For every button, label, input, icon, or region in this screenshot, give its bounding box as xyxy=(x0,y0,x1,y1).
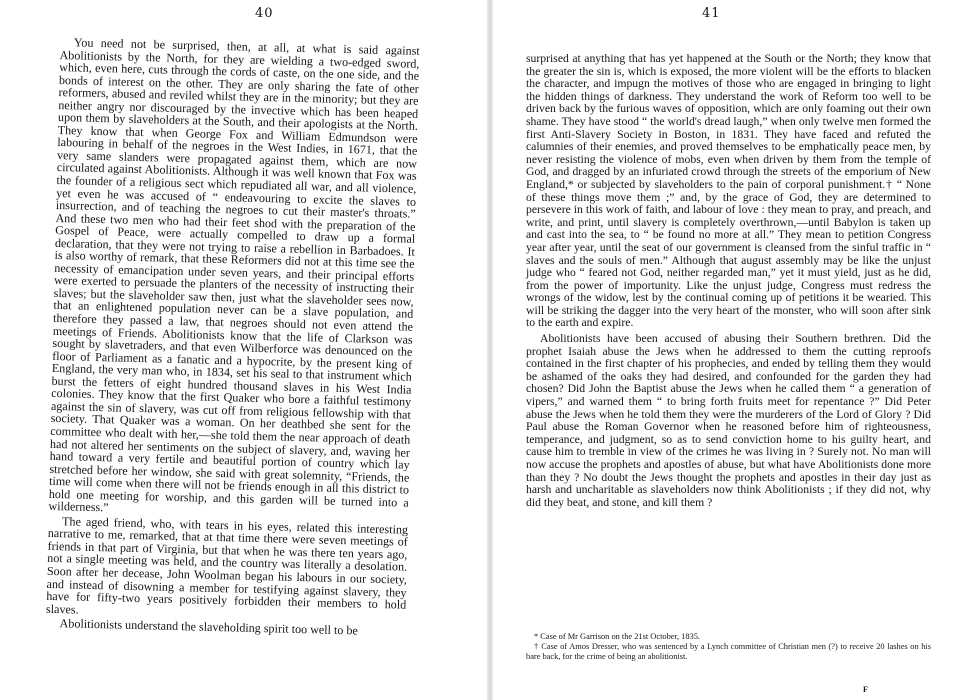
right-paragraph-1: surprised at anything that has yet happened at the South or the North; they know that the greater the sin is, which is exposed, the more violent will be the efforts to blacken the character, and impugn the motives of those who are engaged in bringing to light the hidden things of darkness. They understand the work of Reform too well to be driven back by the furious waves of opposition, which are only foaming out their own shame. They have stood “ the world's dread laugh,” when only twelve men formed the first Anti-Slavery Society in Boston, in 1831. They have faced and refuted the calumnies of their enemies, and proved themselves to be emphatically peace men, by never resisting the violence of mobs, even when driven by them from the temple of God, and dragged by an infuriated crowd through the streets of the emporium of New England,* or subjected by slaveholders to the pain of corporal punishment.† “ None of these things move them ;” and, by the grace of God, they are determined to persevere in this work of faith, and labour of love : they mean to pray, and preach, and write, and print, until slavery is completely overthrown,—until Babylon is taken up and cast into the sea, to “ be found no more at all.” They mean to petition Congress year after year, until the seat of our government is cleansed from the sinful traffic in “ slaves and the souls of men.” Although that august assembly may be like the unjust judge who “ feared not God, neither regarded man,” yet it must yield, just as he did, from the power of importunity. Like the unjust judge, Congress must redress the wrongs of the widow, lest by the continual coming up of petitions it be wearied. This will be striking the dagger into the very heart of the monster, who will soon after sink to the earth and expire. xyxy=(526,52,931,330)
footnotes xyxy=(526,632,931,662)
footnote-1: * Case of Mr Garrison on the 21st October, 1835. xyxy=(534,632,700,641)
left-paragraph-3: Abolitionists understand the slaveholding spirit too well to be xyxy=(59,616,359,638)
right-paragraph-2: Abolitionists have been accused of abusing their Southern brethren. Did the prophet Isaiah abuse the Jews when he addressed to them the cutting reproofs contained in the first chapter of his prophecies, and ended by telling them they would be ashamed of the oaks they had desired, and confounded for the garden they had chosen? Did John the Baptist abuse the Jews when he called them “ a generation of vipers,” and warned them “ to bring forth fruits meet for repentance ?” Did Peter abuse the Jews when he told them they were the murderers of the Lord of Glory ? Did Paul abuse the Roman Governor when he reasoned before him of righteousness, temperance, and judgment, so as to send conviction home to his guilty heart, and cause him to tremble in view of the crimes he was living in ? Surely not. No man will now accuse the prophets and apostles of abuse, but what have Abolitionists done more than they ? No doubt the Jews thought the prophets and apostles in their day just as harsh and uncharitable as slaveholders now think Abolitionists ; if they did not, why did they beat, and stone, and kill them ? xyxy=(526,332,931,509)
page-number-left: 40 xyxy=(255,6,274,21)
left-text-column xyxy=(45,36,419,638)
signature-mark: F xyxy=(863,685,868,694)
page-number-right: 41 xyxy=(702,6,721,21)
right-page xyxy=(490,0,980,700)
right-text-column xyxy=(526,53,931,509)
left-paragraph-1: You need not be surprised, then, at all, at what is said against Abolitionists by the North, for they are wielding a two-edged sword, which, even here, cuts through the cords of caste, on the one side, and the bonds of interest on the other. They are only sharing the fate of other reformers, abused and reviled whilst they are in the minority; but they are neither angry nor discouraged by the invective which has been heaped upon them by slaveholders at the South, and their apologists at the North. They know that when George Fox and William Edmundson were labouring in behalf of the negroes in the West Indies, in 1671, that the very same slanders were propagated against them, which are now circulated against Abolitionists. Although it was well known that Fox was the founder of a religious sect which repudiated all war, and all violence, yet even he was accused of “ endeavouring to excite the slaves to insurrection, and of teaching the negroes to cut their master's throats.” And these two men who had their feet shod with the preparation of the Gospel of Peace, were actually compelled to draw up a formal declaration, that they were not trying to raise a rebellion in Barbadoes. It is also worthy of remark, that these Reformers did not at this time see the necessity of emancipation under seven years, and their principal efforts were exerted to persuade the planters of the necessity of instructing their slaves; but the slaveholder saw then, just what the slaveholder sees now, that an enlightened population never can be a slave population, and therefore they passed a law, that negroes should not even attend the meetings of Friends. Abolitionists know that the life of Clarkson was sought by slavetraders, and that even Wilberforce was denounced on the floor of Parliament as a fanatic and a hypocrite, by the present king of England, the very man who, in 1834, set his seal to that instrument which burst the fetters of eight hundred thousand slaves in his West India colonies. They know that the first Quaker who bore a faithful testimony against the sin of slavery, was cut off from religious fellowship with that society. That Quaker was a woman. On her deathbed she sent for the committee who dealt with her,—she told them the near approach of death had not altered her sentiments on the subject of slavery, and, waving her hand toward a very fertile and beautiful portion of country which lay stretched before her window, she said with great solemnity, “Friends, the time will come when there will not be friends enough in all this district to hold one meeting for worship, and this garden will be turned into a wilderness.” xyxy=(48,35,420,515)
left-paragraph-2: The aged friend, who, with tears in his eyes, related this interesting narrative to me, remarked, that at that time there were seven meetings of friends in that part of Virginia, but that when he was there ten years ago, not a single meeting was held, and the country was literally a desolation. Soon after her decease, John Woolman began his labours in our society, and instead of disowning a member for testifying against slavery, they have for fifty-two years positively forbidden their members to hold slaves. xyxy=(45,513,409,617)
footnote-2: † Case of Amos Dresser, who was sentenced by a Lynch committee of Christian men (?) to receive 20 lashes on his bare back, for the crime of being an abolitionist. xyxy=(526,642,931,661)
